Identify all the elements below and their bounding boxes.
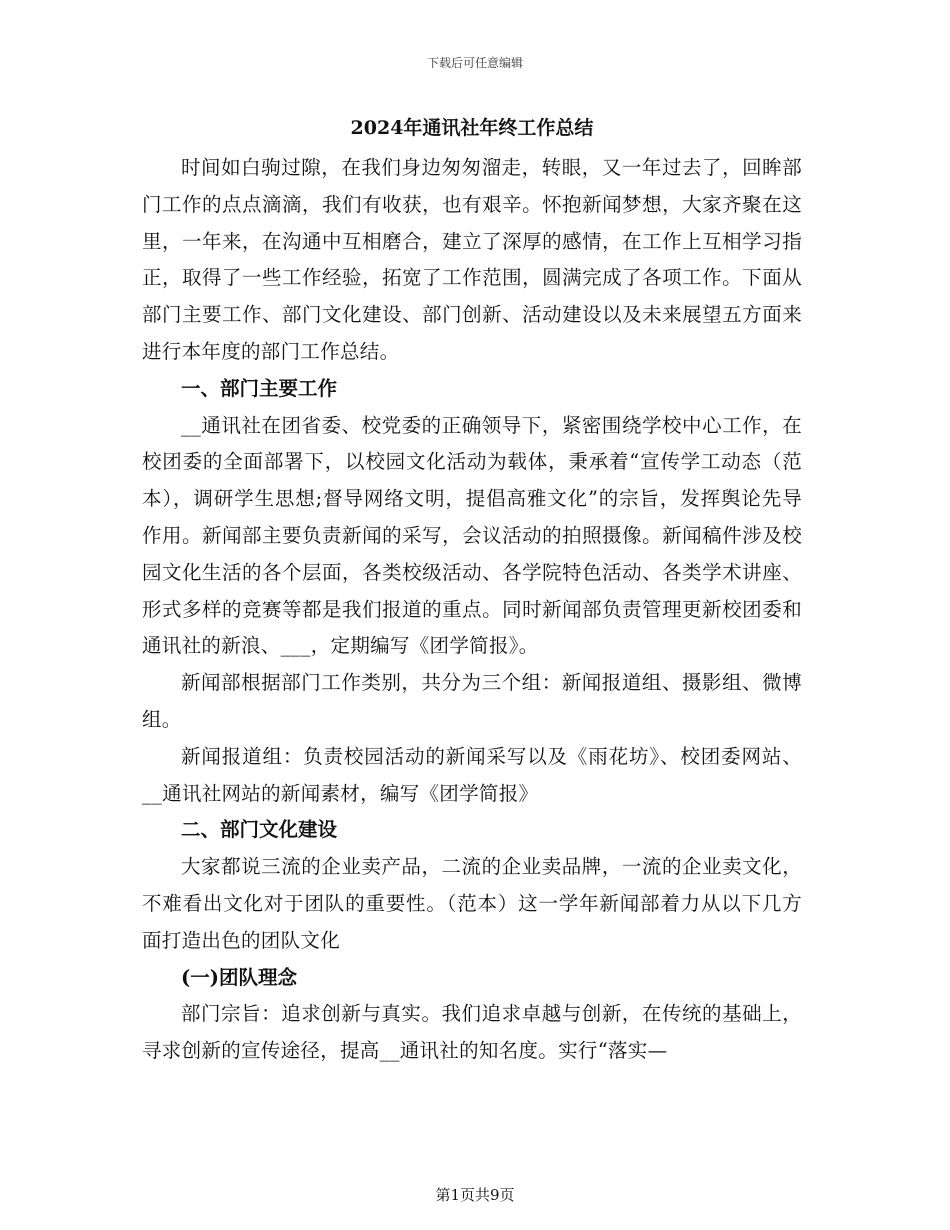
document-title: 2024年通讯社年终工作总结 [350,117,594,139]
subsection-heading-team-concept: (一)团队理念 [181,965,297,989]
paragraph-groups: 新闻部根据部门工作类别，共分为三个组：新闻报道组、摄影组、微博组。 [142,671,802,731]
document-body [142,114,802,1070]
paragraph-culture: 大家都说三流的企业卖产品，二流的企业卖品牌，一流的企业卖文化，不难看出文化对于团队的重要性。（范本）这一学年新闻部着力从以下几方面打造出色的团队文化 [142,855,802,952]
section-heading-culture: 二、部门文化建设 [181,818,338,842]
page-header-note: 下载后可任意编辑 [426,56,523,70]
paragraph-news-group: 新闻报道组：负责校园活动的新闻采写以及《雨花坊》、校团委网站、__通讯社网站的新闻素材，编写《团学简报》 [142,744,802,805]
paragraph-team-concept: 部门宗旨：追求创新与真实。我们追求卓越与创新，在传统的基础上，寻求创新的宣传途径，提高__通讯社的知名度。实行“落实— [142,1002,802,1063]
paragraph-main-work: __通讯社在团省委、校党委的正确领导下，紧密围绕学校中心工作，在校团委的全面部署下，以校园文化活动为载体，秉承着“宣传学工动态（范本），调研学生思想;督导网络文明，提倡高雅文化”的宗旨，发挥舆论先导作用。新闻部主要负责新闻的采写，会议活动的拍照摄像。新闻稿件涉及校园文化生活的各个层面，各类校级活动、各学院特色活动、各类学术讲座、形式多样的竞赛等都是我们报道的重点。同时新闻部负责管理更新校团委和通讯社的新浪、___，定期编写《团学简报》。 [142,413,802,658]
section-heading-main-work: 一、部门主要工作 [181,376,338,400]
page-footer-number: 第1页共9页 [435,1186,515,1204]
paragraph-intro: 时间如白驹过隙，在我们身边匆匆溜走，转眼，又一年过去了，回眸部门工作的点点滴滴，我们有收获，也有艰辛。怀抱新闻梦想，大家齐聚在这里，一年来，在沟通中互相磨合，建立了深厚的感情，在工作上互相学习指正，取得了一些工作经验，拓宽了工作范围，圆满完成了各项工作。下面从部门主要工作、部门文化建设、部门创新、活动建设以及未来展望五方面来进行本年度的部门工作总结。 [142,156,802,363]
